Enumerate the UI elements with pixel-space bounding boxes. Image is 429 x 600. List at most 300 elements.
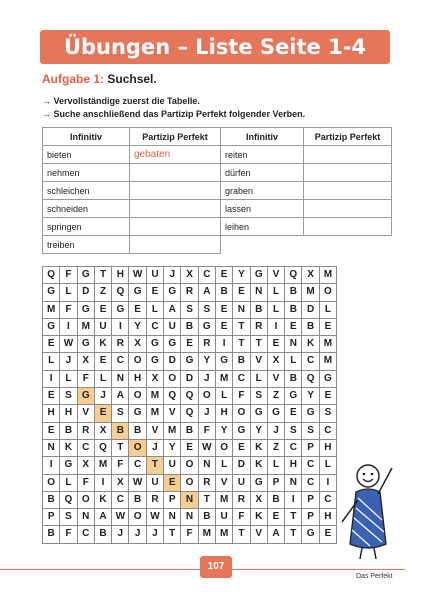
grid-letter[interactable]: C [147, 319, 164, 336]
grid-letter[interactable]: J [147, 526, 164, 543]
grid-letter[interactable]: X [302, 267, 319, 284]
grid-letter[interactable]: H [112, 267, 129, 284]
grid-letter[interactable]: P [302, 509, 319, 526]
grid-letter[interactable]: G [129, 405, 146, 422]
grid-letter[interactable]: J [199, 405, 216, 422]
grid-letter[interactable]: B [181, 319, 198, 336]
grid-letter[interactable]: I [43, 457, 60, 474]
grid-letter[interactable]: E [164, 475, 181, 492]
grid-letter[interactable]: S [181, 302, 198, 319]
grid-letter[interactable]: V [78, 405, 95, 422]
grid-letter[interactable]: G [302, 405, 319, 422]
grid-letter[interactable]: Q [112, 284, 129, 301]
grid-letter[interactable]: R [251, 319, 268, 336]
grid-letter[interactable]: O [129, 440, 146, 457]
grid-letter[interactable]: Y [164, 440, 181, 457]
grid-letter[interactable]: N [181, 509, 198, 526]
grid-letter[interactable]: V [216, 475, 233, 492]
grid-letter[interactable]: X [268, 353, 285, 370]
grid-letter[interactable]: C [302, 353, 319, 370]
grid-letter[interactable]: T [95, 267, 112, 284]
grid-letter[interactable]: Y [233, 267, 250, 284]
grid-letter[interactable]: L [268, 457, 285, 474]
grid-letter[interactable]: F [181, 526, 198, 543]
grid-letter[interactable]: Q [285, 267, 302, 284]
grid-letter[interactable]: Y [216, 423, 233, 440]
grid-letter[interactable]: C [78, 526, 95, 543]
grid-letter[interactable]: B [199, 509, 216, 526]
partizip-cell[interactable] [304, 164, 392, 182]
grid-letter[interactable]: H [320, 509, 337, 526]
grid-letter[interactable]: E [181, 336, 198, 353]
partizip-cell[interactable] [304, 182, 392, 200]
grid-letter[interactable]: E [95, 302, 112, 319]
grid-letter[interactable]: Q [43, 267, 60, 284]
partizip-cell[interactable] [130, 200, 221, 218]
grid-letter[interactable]: T [164, 526, 181, 543]
word-search-grid [42, 266, 337, 544]
table-row [43, 218, 392, 236]
infinitiv-cell: schleichen [43, 182, 130, 200]
grid-letter[interactable]: O [199, 388, 216, 405]
grid-letter[interactable]: P [302, 492, 319, 509]
grid-letter[interactable]: G [216, 353, 233, 370]
grid-letter[interactable]: Z [268, 388, 285, 405]
grid-letter[interactable]: E [216, 267, 233, 284]
grid-letter[interactable]: H [285, 457, 302, 474]
grid-letter[interactable]: C [320, 492, 337, 509]
grid-letter[interactable]: J [112, 526, 129, 543]
grid-letter[interactable]: F [233, 388, 250, 405]
grid-letter[interactable]: L [251, 371, 268, 388]
grid-letter[interactable]: C [78, 440, 95, 457]
grid-letter[interactable]: B [285, 284, 302, 301]
grid-letter[interactable]: J [129, 526, 146, 543]
grid-letter[interactable]: D [78, 284, 95, 301]
verb-table [42, 127, 392, 254]
partizip-cell[interactable]: gebaten [130, 146, 221, 164]
grid-letter[interactable]: Q [164, 388, 181, 405]
partizip-cell[interactable] [304, 146, 392, 164]
grid-letter[interactable]: G [181, 353, 198, 370]
grid-letter[interactable]: T [251, 336, 268, 353]
grid-letter[interactable]: L [60, 371, 77, 388]
grid-letter[interactable]: K [251, 440, 268, 457]
grid-letter[interactable]: F [112, 457, 129, 474]
grid-letter[interactable]: M [320, 353, 337, 370]
grid-letter[interactable]: E [147, 284, 164, 301]
grid-letter[interactable]: U [216, 509, 233, 526]
grid-letter[interactable]: J [95, 388, 112, 405]
grid-letter[interactable]: Y [251, 423, 268, 440]
grid-letter[interactable]: W [129, 267, 146, 284]
grid-letter[interactable]: I [95, 475, 112, 492]
grid-letter[interactable]: M [216, 526, 233, 543]
grid-letter[interactable]: L [147, 302, 164, 319]
grid-letter[interactable]: L [43, 353, 60, 370]
grid-letter[interactable]: E [181, 440, 198, 457]
grid-letter[interactable]: W [147, 509, 164, 526]
partizip-cell[interactable] [130, 164, 221, 182]
grid-letter[interactable]: M [147, 388, 164, 405]
grid-letter[interactable]: X [78, 353, 95, 370]
grid-letter[interactable]: F [233, 509, 250, 526]
grid-letter[interactable]: I [216, 336, 233, 353]
grid-letter[interactable]: X [78, 457, 95, 474]
grid-letter[interactable]: A [199, 284, 216, 301]
grid-letter[interactable]: K [60, 440, 77, 457]
header-partizip-1: Partizip Perfekt [130, 128, 221, 146]
grid-letter[interactable]: B [129, 423, 146, 440]
grid-letter[interactable]: Q [181, 405, 198, 422]
grid-letter[interactable]: I [112, 319, 129, 336]
grid-letter[interactable]: T [112, 440, 129, 457]
grid-letter[interactable]: M [164, 423, 181, 440]
grid-letter[interactable]: K [95, 492, 112, 509]
grid-letter[interactable]: B [268, 492, 285, 509]
grid-letter[interactable]: D [302, 302, 319, 319]
grid-letter[interactable]: X [147, 371, 164, 388]
grid-letter[interactable]: L [216, 388, 233, 405]
grid-letter[interactable]: V [251, 353, 268, 370]
grid-letter[interactable]: H [129, 371, 146, 388]
grid-letter[interactable]: V [251, 526, 268, 543]
grid-letter[interactable]: O [43, 475, 60, 492]
grid-letter[interactable]: F [78, 371, 95, 388]
grid-letter[interactable]: G [251, 405, 268, 422]
header-infinitiv-1: Infinitiv [43, 128, 130, 146]
grid-letter[interactable]: Y [199, 353, 216, 370]
grid-letter[interactable]: K [251, 457, 268, 474]
grid-letter[interactable]: B [181, 423, 198, 440]
grid-letter[interactable]: X [95, 423, 112, 440]
grid-letter[interactable]: I [285, 492, 302, 509]
grid-letter[interactable]: A [95, 509, 112, 526]
grid-letter[interactable]: G [129, 284, 146, 301]
grid-letter[interactable]: L [268, 284, 285, 301]
grid-letter[interactable]: N [199, 457, 216, 474]
grid-letter[interactable]: L [216, 457, 233, 474]
partizip-cell[interactable] [130, 182, 221, 200]
grid-letter[interactable]: J [147, 440, 164, 457]
grid-letter[interactable]: G [112, 302, 129, 319]
grid-letter[interactable]: S [112, 405, 129, 422]
grid-letter[interactable]: M [320, 267, 337, 284]
grid-letter[interactable]: U [233, 475, 250, 492]
grid-letter[interactable]: C [129, 457, 146, 474]
grid-letter[interactable]: A [112, 388, 129, 405]
grid-letter[interactable]: P [43, 509, 60, 526]
partizip-cell[interactable] [304, 200, 392, 218]
grid-letter[interactable]: O [216, 440, 233, 457]
grid-letter[interactable]: J [60, 353, 77, 370]
grid-letter[interactable]: Q [60, 492, 77, 509]
grid-letter[interactable]: R [199, 475, 216, 492]
grid-letter[interactable]: G [164, 336, 181, 353]
grid-letter[interactable]: O [78, 492, 95, 509]
grid-letter[interactable]: E [43, 336, 60, 353]
grid-letter[interactable]: L [60, 284, 77, 301]
infinitiv-cell: nehmen [43, 164, 130, 182]
grid-letter[interactable]: J [268, 423, 285, 440]
grid-letter[interactable]: G [43, 319, 60, 336]
partizip-cell[interactable] [130, 236, 221, 254]
grid-letter[interactable]: M [199, 526, 216, 543]
grid-letter[interactable]: K [251, 509, 268, 526]
grid-letter[interactable]: V [268, 371, 285, 388]
grid-letter[interactable]: R [147, 492, 164, 509]
grid-letter[interactable]: W [112, 509, 129, 526]
grid-letter[interactable]: K [95, 336, 112, 353]
grid-letter[interactable]: O [320, 284, 337, 301]
grid-letter[interactable]: S [60, 509, 77, 526]
grid-letter[interactable]: V [164, 405, 181, 422]
grid-letter[interactable]: S [60, 388, 77, 405]
grid-letter[interactable]: B [216, 284, 233, 301]
grid-letter[interactable]: C [320, 423, 337, 440]
grid-letter[interactable]: E [216, 319, 233, 336]
grid-letter[interactable]: N [233, 302, 250, 319]
grid-letter[interactable]: G [233, 423, 250, 440]
grid-letter[interactable]: E [43, 388, 60, 405]
grid-letter[interactable]: E [268, 509, 285, 526]
grid-letter[interactable]: G [251, 267, 268, 284]
partizip-cell[interactable] [130, 218, 221, 236]
grid-letter[interactable]: M [216, 371, 233, 388]
infinitiv-cell: lassen [221, 200, 304, 218]
grid-letter[interactable]: F [60, 526, 77, 543]
grid-letter[interactable]: S [302, 423, 319, 440]
task-title: Suchsel. [107, 72, 157, 86]
grid-letter[interactable]: C [285, 440, 302, 457]
grid-letter[interactable]: I [60, 319, 77, 336]
grid-letter[interactable]: I [43, 371, 60, 388]
grid-letter[interactable]: F [60, 302, 77, 319]
grid-letter[interactable]: F [78, 475, 95, 492]
grid-letter[interactable]: G [251, 475, 268, 492]
grid-letter[interactable]: N [251, 284, 268, 301]
grid-letter[interactable]: C [302, 475, 319, 492]
grid-letter[interactable]: T [233, 336, 250, 353]
grid-letter[interactable]: B [285, 302, 302, 319]
grid-letter[interactable]: M [43, 302, 60, 319]
grid-letter[interactable]: K [302, 336, 319, 353]
grid-letter[interactable]: T [147, 457, 164, 474]
grid-letter[interactable]: U [147, 267, 164, 284]
grid-letter[interactable]: N [164, 509, 181, 526]
grid-letter[interactable]: A [164, 302, 181, 319]
partizip-cell[interactable] [304, 218, 392, 236]
grid-letter[interactable]: W [60, 336, 77, 353]
grid-letter[interactable]: I [268, 319, 285, 336]
grid-letter[interactable]: M [302, 284, 319, 301]
grid-letter[interactable]: T [285, 509, 302, 526]
grid-letter[interactable]: Q [181, 388, 198, 405]
grid-letter[interactable]: E [43, 423, 60, 440]
grid-letter[interactable]: L [60, 475, 77, 492]
grid-letter[interactable]: B [112, 423, 129, 440]
grid-letter[interactable]: M [320, 336, 337, 353]
empty-cell [304, 236, 392, 254]
grid-letter[interactable]: G [199, 319, 216, 336]
grid-letter[interactable]: E [285, 319, 302, 336]
grid-letter[interactable]: X [251, 492, 268, 509]
grid-letter[interactable]: L [320, 457, 337, 474]
grid-letter[interactable]: H [43, 405, 60, 422]
grid-letter[interactable]: N [181, 492, 198, 509]
grid-letter[interactable]: U [164, 319, 181, 336]
grid-letter[interactable]: E [95, 405, 112, 422]
grid-letter[interactable]: E [216, 302, 233, 319]
grid-letter[interactable]: R [112, 336, 129, 353]
task-heading [42, 72, 157, 86]
grid-letter[interactable]: W [199, 440, 216, 457]
grid-letter[interactable]: B [95, 526, 112, 543]
grid-letter[interactable]: G [78, 336, 95, 353]
grid-letter[interactable]: G [78, 388, 95, 405]
grid-letter[interactable]: X [112, 475, 129, 492]
grid-letter[interactable]: P [164, 492, 181, 509]
grid-letter[interactable]: O [129, 353, 146, 370]
grid-letter[interactable]: N [112, 371, 129, 388]
grid-letter[interactable]: T [233, 319, 250, 336]
grid-letter[interactable]: E [268, 336, 285, 353]
grid-letter[interactable]: B [129, 492, 146, 509]
grid-letter[interactable]: N [78, 509, 95, 526]
grid-letter[interactable]: Q [302, 371, 319, 388]
grid-letter[interactable]: F [60, 267, 77, 284]
grid-letter[interactable]: N [285, 475, 302, 492]
grid-letter[interactable]: G [43, 284, 60, 301]
grid-letter[interactable]: P [302, 440, 319, 457]
grid-letter[interactable]: O [129, 509, 146, 526]
grid-letter[interactable]: G [302, 526, 319, 543]
infinitiv-cell: schneiden [43, 200, 130, 218]
grid-letter[interactable]: G [147, 353, 164, 370]
grid-letter[interactable]: E [285, 405, 302, 422]
grid-letter[interactable]: M [147, 405, 164, 422]
grid-letter[interactable]: H [216, 405, 233, 422]
grid-letter[interactable]: S [285, 423, 302, 440]
grid-letter[interactable]: O [164, 371, 181, 388]
grid-letter[interactable]: L [320, 302, 337, 319]
footer-label: Das Perfekt [356, 573, 393, 580]
grid-letter[interactable]: D [181, 371, 198, 388]
grid-letter[interactable]: G [320, 371, 337, 388]
grid-letter[interactable]: A [268, 526, 285, 543]
grid-letter[interactable]: C [233, 371, 250, 388]
grid-letter[interactable]: Y [302, 388, 319, 405]
grid-letter[interactable]: T [233, 526, 250, 543]
grid-letter[interactable]: O [181, 457, 198, 474]
grid-letter[interactable]: D [164, 353, 181, 370]
grid-letter[interactable]: Z [95, 284, 112, 301]
grid-letter[interactable]: U [147, 475, 164, 492]
grid-letter[interactable]: M [95, 457, 112, 474]
grid-letter[interactable]: S [199, 302, 216, 319]
grid-letter[interactable]: R [78, 423, 95, 440]
table-header-row [43, 128, 392, 146]
grid-letter[interactable]: G [164, 284, 181, 301]
grid-letter[interactable]: F [199, 423, 216, 440]
grid-letter[interactable]: G [60, 457, 77, 474]
grid-letter[interactable]: S [251, 388, 268, 405]
grid-letter[interactable]: O [129, 388, 146, 405]
grid-letter[interactable]: J [164, 267, 181, 284]
grid-letter[interactable]: E [320, 526, 337, 543]
grid-letter[interactable]: B [60, 423, 77, 440]
grid-letter[interactable]: N [43, 440, 60, 457]
grid-letter[interactable]: M [78, 319, 95, 336]
grid-letter[interactable]: B [43, 526, 60, 543]
grid-letter[interactable]: E [95, 353, 112, 370]
grid-letter[interactable]: V [268, 267, 285, 284]
grid-letter[interactable]: U [95, 319, 112, 336]
grid-letter[interactable]: L [285, 353, 302, 370]
grid-letter[interactable]: T [285, 526, 302, 543]
instruction-1: → Vervollständige zuerst die Tabelle. [42, 96, 200, 106]
grid-letter[interactable]: O [233, 405, 250, 422]
grid-letter[interactable]: L [268, 302, 285, 319]
grid-letter[interactable]: Y [129, 319, 146, 336]
grid-letter[interactable]: B [43, 492, 60, 509]
grid-letter[interactable]: C [112, 492, 129, 509]
grid-letter[interactable]: C [199, 267, 216, 284]
table-row [43, 182, 392, 200]
grid-letter[interactable]: Q [95, 440, 112, 457]
grid-letter[interactable]: G [268, 405, 285, 422]
grid-letter[interactable]: S [320, 405, 337, 422]
grid-letter[interactable]: Z [268, 440, 285, 457]
grid-letter[interactable]: J [199, 371, 216, 388]
grid-letter[interactable]: D [233, 457, 250, 474]
grid-letter[interactable]: N [285, 336, 302, 353]
grid-letter[interactable]: L [95, 371, 112, 388]
grid-letter[interactable]: B [302, 319, 319, 336]
grid-letter[interactable]: B [233, 353, 250, 370]
grid-letter[interactable]: B [285, 371, 302, 388]
grid-letter[interactable]: B [251, 302, 268, 319]
grid-letter[interactable]: R [199, 336, 216, 353]
grid-letter[interactable]: E [320, 319, 337, 336]
grid-letter[interactable]: G [78, 267, 95, 284]
grid-letter[interactable]: P [268, 475, 285, 492]
grid-letter[interactable]: E [129, 302, 146, 319]
grid-letter[interactable]: G [147, 336, 164, 353]
grid-letter[interactable]: U [164, 457, 181, 474]
grid-letter[interactable]: E [320, 388, 337, 405]
grid-letter[interactable]: I [320, 475, 337, 492]
instruction-2: → Suche anschließend das Partizip Perfekt folgender Verben. [42, 109, 306, 119]
grid-letter[interactable]: X [129, 336, 146, 353]
grid-letter[interactable]: O [181, 475, 198, 492]
grid-letter[interactable]: C [302, 457, 319, 474]
grid-letter[interactable]: E [233, 284, 250, 301]
grid-letter[interactable]: H [320, 440, 337, 457]
grid-letter[interactable]: C [112, 353, 129, 370]
grid-letter[interactable]: G [285, 388, 302, 405]
grid-letter[interactable]: G [78, 302, 95, 319]
grid-letter[interactable]: M [216, 492, 233, 509]
grid-letter[interactable]: H [60, 405, 77, 422]
grid-letter[interactable]: R [181, 284, 198, 301]
grid-letter[interactable]: W [129, 475, 146, 492]
grid-letter[interactable]: R [233, 492, 250, 509]
grid-letter[interactable]: X [181, 267, 198, 284]
grid-letter[interactable]: V [147, 423, 164, 440]
grid-letter[interactable]: E [233, 440, 250, 457]
grid-letter[interactable]: T [199, 492, 216, 509]
